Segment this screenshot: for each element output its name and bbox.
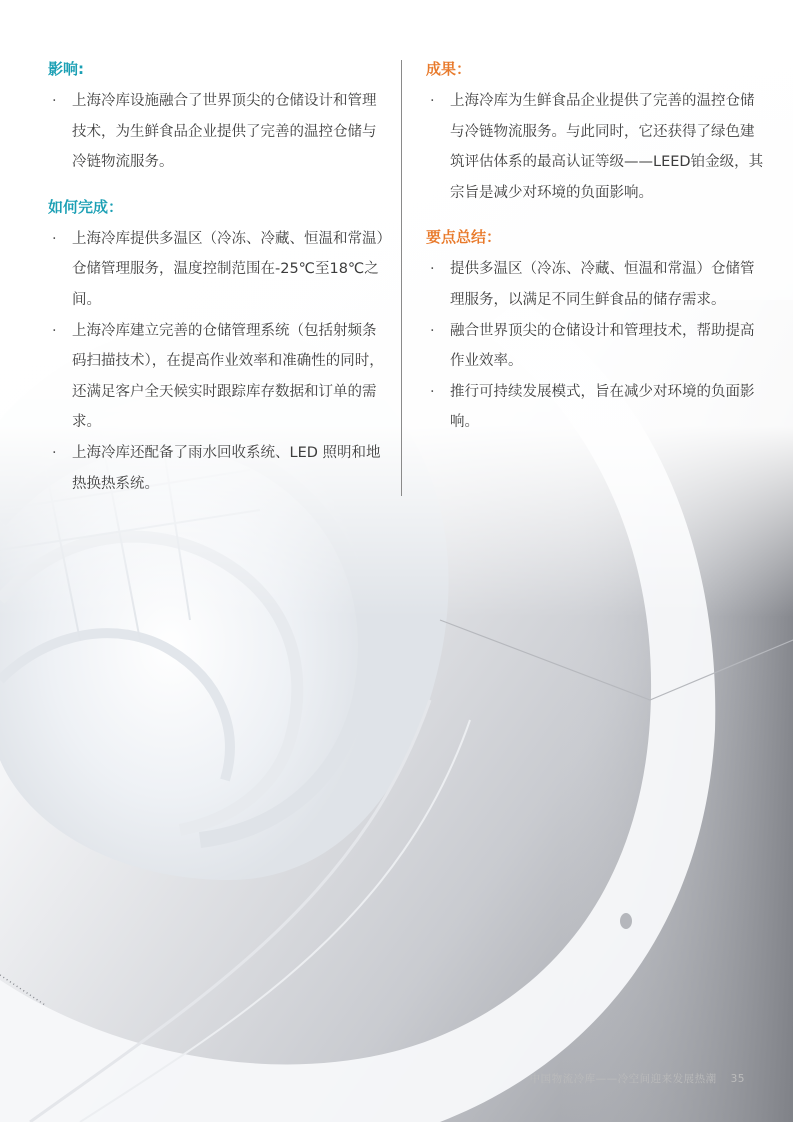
bullet-list [426, 254, 766, 438]
list-item [426, 377, 766, 438]
column-divider [401, 60, 402, 496]
bullet-dot: · [430, 322, 435, 339]
section-heading-key-points: 要点总结： [426, 228, 502, 247]
bullet-dot: · [52, 444, 57, 461]
list-item-text: 上海冷库为生鲜食品企业提供了完善的温控仓储与冷链物流服务。与此同时，它还获得了绿色建筑评估体系的最高认证等级——LEED铂金级，其宗旨是减少对环境的负面影响。 [450, 93, 764, 201]
bullet-dot: · [430, 261, 435, 278]
list-item [426, 316, 766, 377]
list-item [48, 438, 388, 499]
section-heading-how: 如何完成： [48, 197, 124, 216]
bullet-dot: · [52, 230, 57, 247]
bullet-list [48, 86, 388, 178]
list-item [426, 86, 766, 208]
section-heading-results: 成果： [426, 60, 472, 78]
bullet-dot: · [52, 93, 57, 109]
bullet-list [426, 86, 766, 208]
section-key-points [426, 226, 766, 438]
page-footer [530, 1071, 745, 1086]
list-item-text: 推行可持续发展模式，旨在减少对环境的负面影响。 [450, 383, 755, 431]
section-results [426, 58, 766, 208]
page-number: 35 [730, 1073, 745, 1085]
section-how [48, 196, 388, 499]
list-item-text: 融合世界顶尖的仓储设计和管理技术，帮助提高作业效率。 [450, 322, 755, 370]
section-impact [48, 58, 388, 178]
list-item-text: 上海冷库还配备了雨水回收系统、LED 照明和地热换热系统。 [72, 444, 381, 492]
list-item [48, 224, 388, 316]
bullet-dot: · [430, 93, 435, 109]
list-item [48, 86, 388, 178]
bullet-dot: · [430, 383, 435, 400]
list-item [48, 316, 388, 438]
list-item-text: 上海冷库设施融合了世界顶尖的仓储设计和管理技术，为生鲜食品企业提供了完善的温控仓储与冷链物流服务。 [72, 93, 377, 171]
list-item [426, 254, 766, 315]
bullet-list [48, 224, 388, 499]
section-heading-impact: 影响: [48, 60, 84, 78]
list-item-text: 上海冷库提供多温区（冷冻、冷藏、恒温和常温）仓储管理服务，温度控制范围在-25℃至18℃之间。 [72, 230, 384, 308]
footer-title: 中国物流冷库——冷空间迎来发展热潮 [529, 1073, 717, 1085]
right-column [426, 58, 766, 456]
left-column [48, 58, 388, 517]
list-item-text: 提供多温区（冷冻、冷藏、恒温和常温）仓储管理服务，以满足不同生鲜食品的储存需求。 [450, 261, 755, 308]
list-item-text: 上海冷库建立完善的仓储管理系统（包括射频条码扫描技术），在提高作业效率和准确性的同时，还满足客户全天候实时跟踪库存数据和订单的需求。 [72, 322, 384, 431]
bullet-dot: · [52, 322, 57, 339]
